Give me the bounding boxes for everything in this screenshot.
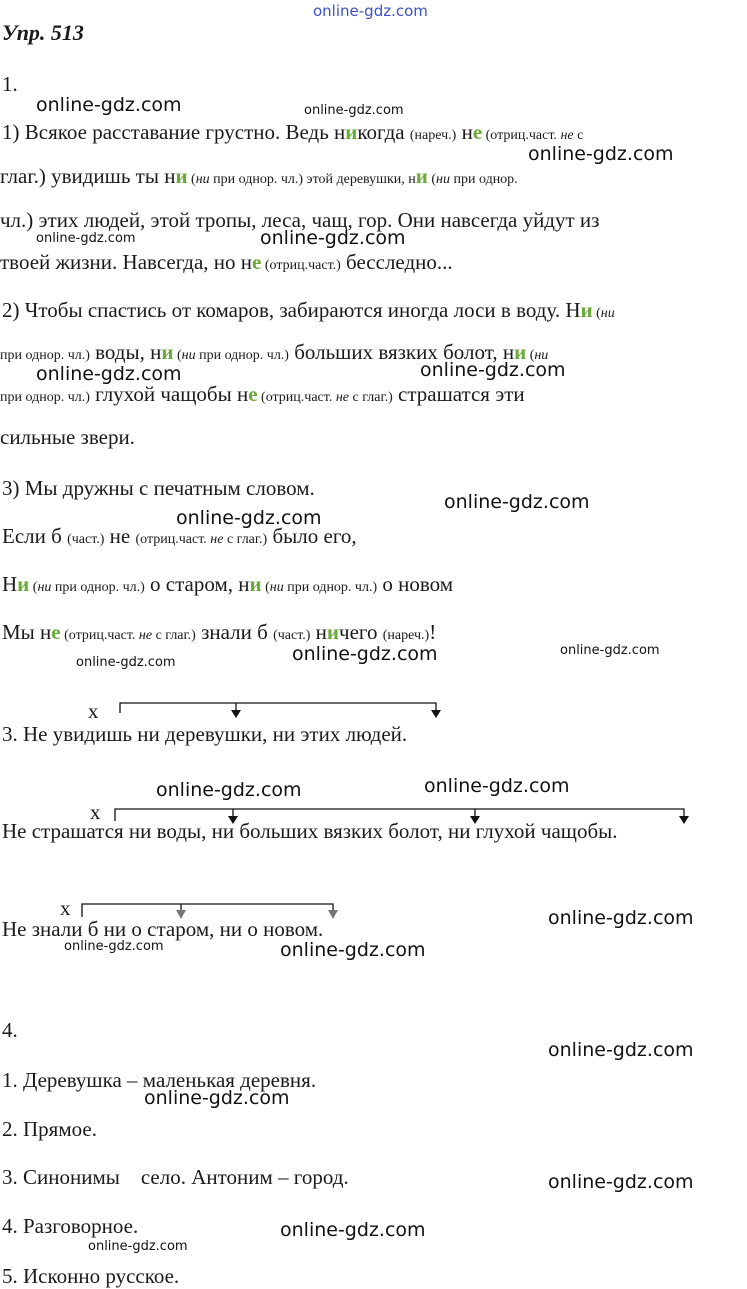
watermark: online-gdz.com [156,779,302,801]
watermark: online-gdz.com [76,655,176,670]
p1-line4: твоей жизни. Навсегда, но не (отриц.част.) бесследно... [0,250,453,274]
p1-line3: чл.) этих людей, этой тропы, леса, чащ, гор. Они навсегда уйдут из [0,208,600,232]
section-1-heading: 1. [2,72,18,96]
p3-line4: Мы не (отриц.част. не с глаг.) знали б (част.) ничего (нареч.)! [2,620,437,644]
watermark: online-gdz.com [424,775,570,797]
watermark: online-gdz.com [304,103,404,118]
watermark: online-gdz.com [548,1171,694,1193]
watermark: online-gdz.com [548,1039,694,1061]
section-4-item-3: 3. Синонимы село. Антоним – город. [2,1165,349,1189]
arrowhead-1b [431,710,441,718]
watermark: online-gdz.com [292,643,438,665]
arrow-bracket-3 [82,904,333,917]
p2-line1: 2) Чтобы спастись от комаров, забираются иногда лоси в воду. Ни (ни [2,298,615,322]
exercise-title: Упр. 513 [2,20,84,45]
watermark: online-gdz.com [36,94,182,116]
watermark: online-gdz.com [420,359,566,381]
scheme-1-marker: х [88,699,99,723]
watermark: online-gdz.com [144,1087,290,1109]
watermark: online-gdz.com [176,507,322,529]
watermark: online-gdz.com [88,1239,188,1254]
p2-line2: при однор. чл.) воды, ни (ни при однор. чл.) больших вязких болот, ни (ни [0,340,549,364]
p1-line1: 1) Всякое расставание грустно. Ведь никогда (нареч.) не (отриц.част. не с [2,120,584,144]
arrowhead-3b [328,910,338,919]
p3-line2: Если б (част.) не (отриц.част. не с глаг.) было его, [2,524,357,548]
arrowhead-2c [679,816,689,824]
watermark: online-gdz.com [280,939,426,961]
scheme-3-marker: х [60,896,71,920]
scheme-2-marker: х [90,800,101,824]
section-4-heading: 4. [2,1018,18,1042]
watermark: online-gdz.com [280,1219,426,1241]
arrow-bracket-1 [120,703,436,713]
watermark: online-gdz.com [64,939,164,954]
section-4-item-1: 1. Деревушка – маленькая деревня. [2,1068,317,1092]
arrowhead-1a [231,710,241,718]
section-4-item-5: 5. Исконно русское. [2,1264,180,1288]
top-watermark: online-gdz.com [313,2,428,20]
p1-line2: глаг.) увидишь ты ни (ни при однор. чл.) этой деревушки, ни (ни при однор. [0,164,518,188]
scheme-2-sentence: Не страшатся ни воды, ни больших вязких болот, ни глухой чащобы. [2,819,618,843]
watermark: online-gdz.com [560,643,660,658]
watermark: online-gdz.com [260,227,406,249]
p2-line4: сильные звери. [0,425,135,449]
p2-line3: при однор. чл.) глухой чащобы не (отриц.част. не с глаг.) страшатся эти [0,382,525,406]
scheme-1-sentence: 3. Не увидишь ни деревушки, ни этих людей. [2,722,408,746]
watermark: online-gdz.com [36,363,182,385]
watermark: online-gdz.com [548,907,694,929]
scheme-3-sentence: Не знали б ни о старом, ни о новом. [2,917,324,941]
watermark: online-gdz.com [36,231,136,246]
section-4-item-2: 2. Прямое. [2,1117,97,1141]
p3-line3: Ни (ни при однор. чл.) о старом, ни (ни при однор. чл.) о новом [2,572,454,596]
watermark: online-gdz.com [528,143,674,165]
watermark: online-gdz.com [444,491,590,513]
p3-line1: 3) Мы дружны с печатным словом. [2,476,315,500]
section-4-item-4: 4. Разговорное. [2,1214,139,1238]
